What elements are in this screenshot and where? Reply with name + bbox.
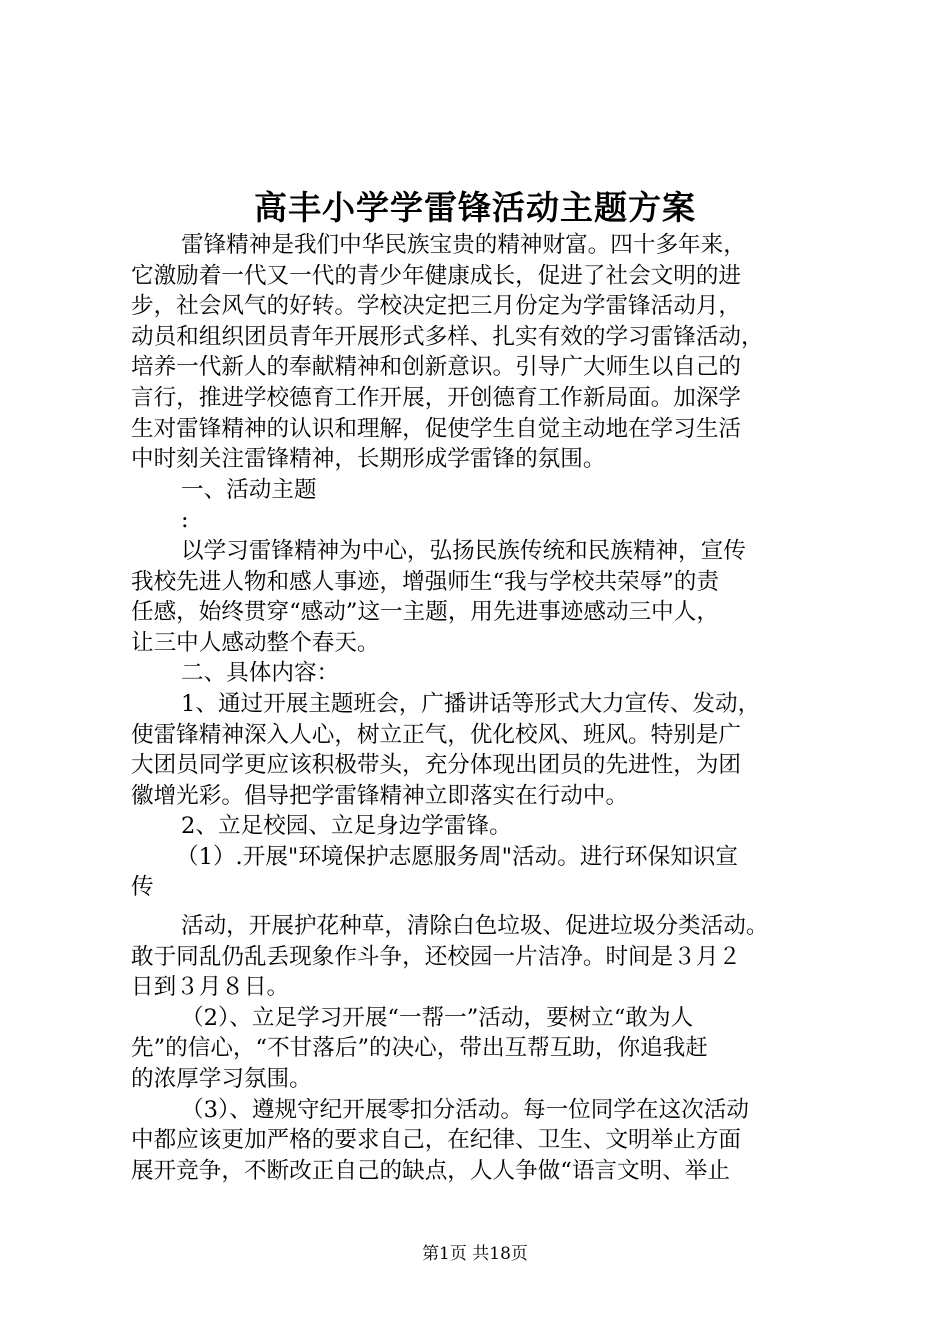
paragraph-line: 先”的信心，“不甘落后”的决心，带出互帮互助，你追我赶 (131, 1035, 708, 1062)
paragraph-line: 让三中人感动整个春天。 (131, 629, 380, 656)
paragraph-line: 它激励着一代又一代的青少年健康成长，促进了社会文明的进 (131, 262, 742, 289)
paragraph-line: 徽增光彩。倡导把学雷锋精神立即落实在行动中。 (131, 782, 629, 809)
paragraph-line: 活动，开展护花种草，清除白色垃圾、促进垃圾分类活动。 (181, 913, 769, 940)
paragraph-line: 大团员同学更应该积极带头，充分体现出团员的先进性，为团 (131, 752, 742, 779)
paragraph-line: : (181, 507, 189, 534)
paragraph-line: 培养一代新人的奉献精神和创新意识。引导广大师生以自己的 (131, 354, 742, 381)
paragraph-line: 我校先进人物和感人事迹，增强师生“我与学校共荣辱”的责 (131, 568, 719, 595)
document-body (131, 230, 831, 1186)
paragraph-line: 日到３月８日。 (131, 974, 290, 1001)
paragraph-line: 雷锋精神是我们中华民族宝贵的精神财富。四十多年来， (181, 232, 746, 258)
paragraph-line: 2、立足校园、立足身边学雷锋。 (181, 813, 512, 840)
paragraph-line: 展开竞争，不断改正自己的缺点，人人争做“语言文明、举止 (131, 1157, 730, 1184)
paragraph-line: 步，社会风气的好转。学校决定把三月份定为学雷锋活动月， (131, 293, 742, 320)
paragraph-line: 动员和组织团员青年开展形式多样、扎实有效的学习雷锋活动， (131, 323, 764, 350)
paragraph-line: 使雷锋精神深入人心，树立正气，优化校风、班风。特别是广 (131, 721, 742, 748)
paragraph-line: 生对雷锋精神的认识和理解，促使学生自觉主动地在学习生活 (131, 415, 742, 442)
paragraph-line: 中时刻关注雷锋精神，长期形成学雷锋的氛围。 (131, 446, 606, 473)
paragraph-line: 中都应该更加严格的要求自己，在纪律、卫生、文明举止方面 (131, 1127, 742, 1154)
paragraph-line: （2）、立足学习开展“一帮一”活动，要树立“敢为人 (181, 1004, 694, 1031)
paragraph-line: 以学习雷锋精神为中心，弘扬民族传统和民族精神，宣传 (181, 537, 746, 564)
paragraph-line: 任感，始终贯穿“感动”这一主题，用先进事迹感动三中人， (131, 599, 719, 626)
paragraph-line: 1、通过开展主题班会，广播讲话等形式大力宣传、发动， (181, 690, 761, 717)
paragraph-line: 言行，推进学校德育工作开展，开创德育工作新局面。加深学 (131, 384, 742, 411)
paragraph-line: 敢于同乱仍乱丢现象作斗争，还校园一片洁净。时间是３月２ (131, 943, 742, 970)
page-number-footer: 第1页 共18页 (422, 1244, 528, 1264)
paragraph-line: 的浓厚学习氛围。 (131, 1066, 312, 1093)
paragraph-line: 传 (131, 874, 154, 901)
document-title: 高丰小学学雷锋活动主题方案 (254, 188, 696, 227)
section-heading: 一、活动主题 (181, 476, 317, 503)
section-heading: 二、具体内容： (181, 660, 340, 687)
paragraph-line: （1）.开展"环境保护志愿服务周"活动。进行环保知识宣 (176, 843, 738, 870)
paragraph-line: （3）、遵规守纪开展零扣分活动。每一位同学在这次活动 (181, 1096, 749, 1123)
